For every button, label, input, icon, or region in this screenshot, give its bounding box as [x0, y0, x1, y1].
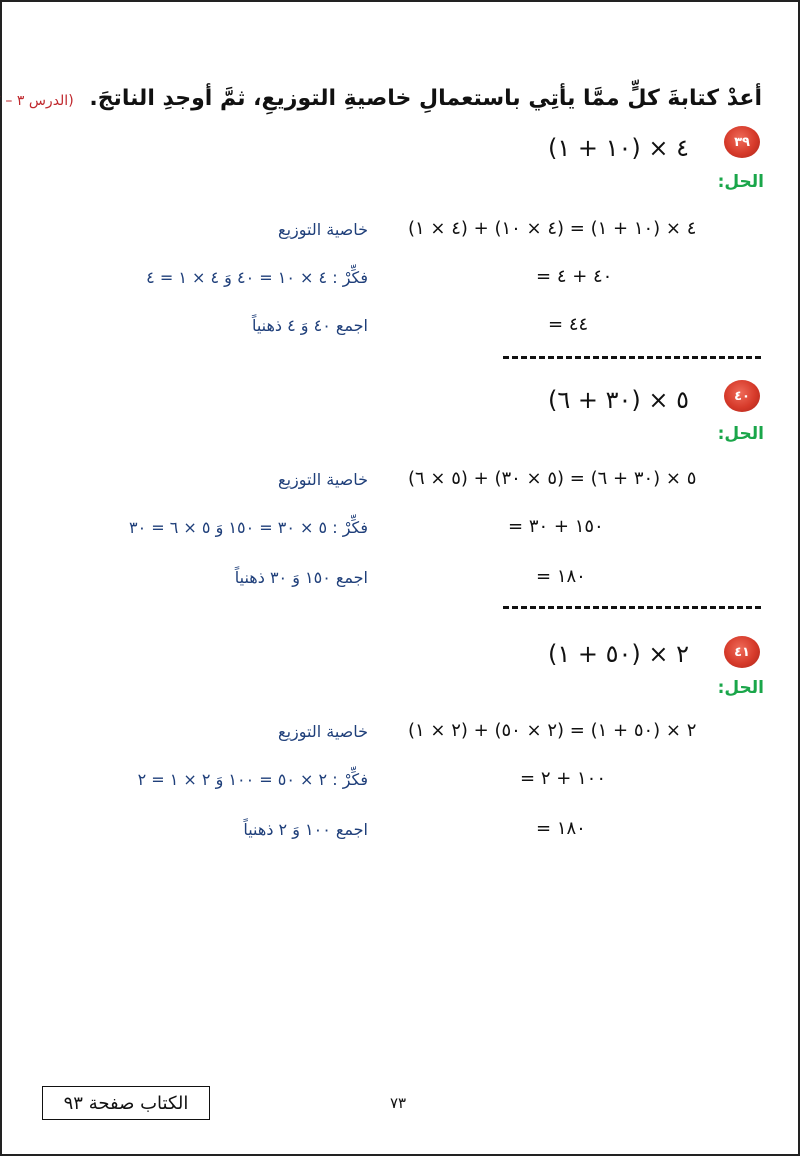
- step-equation: ٢ × (٥٠ + ١) = (٢ × ٥٠) + (٢ × ١): [408, 720, 697, 741]
- step-equation: = ١٠٠ + ٢: [520, 768, 607, 789]
- step-equation: = ٤٠ + ٤: [536, 266, 613, 287]
- book-page-reference: الكتاب صفحة ٩٣: [42, 1086, 210, 1120]
- lesson-reference: (الدرس ٣ –: [5, 93, 74, 109]
- problem-number-badge: ٣٩: [724, 126, 760, 158]
- step-equation: = ٤٤: [548, 314, 589, 335]
- step-note: فكِّرْ : ٢ × ٥٠ = ١٠٠ وَ ٢ × ١ = ٢: [137, 770, 368, 789]
- step-note: خاصية التوزيع: [278, 722, 368, 741]
- step-note: خاصية التوزيع: [278, 470, 368, 489]
- problem-number-badge: ٤٠: [724, 380, 760, 412]
- problem-number-badge: ٤١: [724, 636, 760, 668]
- instruction-heading: [0, 86, 762, 111]
- problem-expression: ٤ × (١٠ + ١): [548, 134, 690, 162]
- solution-label: الحل:: [717, 678, 764, 698]
- section-divider: [503, 606, 761, 609]
- step-note: اجمع ٤٠ وَ ٤ ذهنياً: [251, 316, 368, 335]
- section-divider: [503, 356, 761, 359]
- step-equation: = ١٨٠: [536, 566, 586, 587]
- problem-expression: ٥ × (٣٠ + ٦): [548, 386, 690, 414]
- step-note: فكِّرْ : ٤ × ١٠ = ٤٠ وَ ٤ × ١ = ٤: [146, 268, 368, 287]
- step-note: اجمع ١٥٠ وَ ٣٠ ذهنياً: [234, 568, 368, 587]
- step-equation: = ١٥٠ + ٣٠: [508, 516, 604, 537]
- problem-expression: ٢ × (٥٠ + ١): [548, 640, 690, 668]
- solution-label: الحل:: [717, 172, 764, 192]
- step-note: خاصية التوزيع: [278, 220, 368, 239]
- page-number: ٧٣: [390, 1094, 407, 1112]
- step-equation: = ١٨٠: [536, 818, 586, 839]
- step-equation: ٤ × (١٠ + ١) = (٤ × ١٠) + (٤ × ١): [408, 218, 697, 239]
- step-note: اجمع ١٠٠ وَ ٢ ذهنياً: [243, 820, 368, 839]
- instruction-text: أعدْ كتابةَ كلٍّ ممَّا يأتِي باستعمالِ خاصيةِ التوزيعِ، ثمَّ أوجدِ الناتجَ.: [89, 86, 762, 111]
- solution-label: الحل:: [717, 424, 764, 444]
- step-note: فكِّرْ : ٥ × ٣٠ = ١٥٠ وَ ٥ × ٦ = ٣٠: [128, 518, 368, 537]
- step-equation: ٥ × (٣٠ + ٦) = (٥ × ٣٠) + (٥ × ٦): [408, 468, 697, 489]
